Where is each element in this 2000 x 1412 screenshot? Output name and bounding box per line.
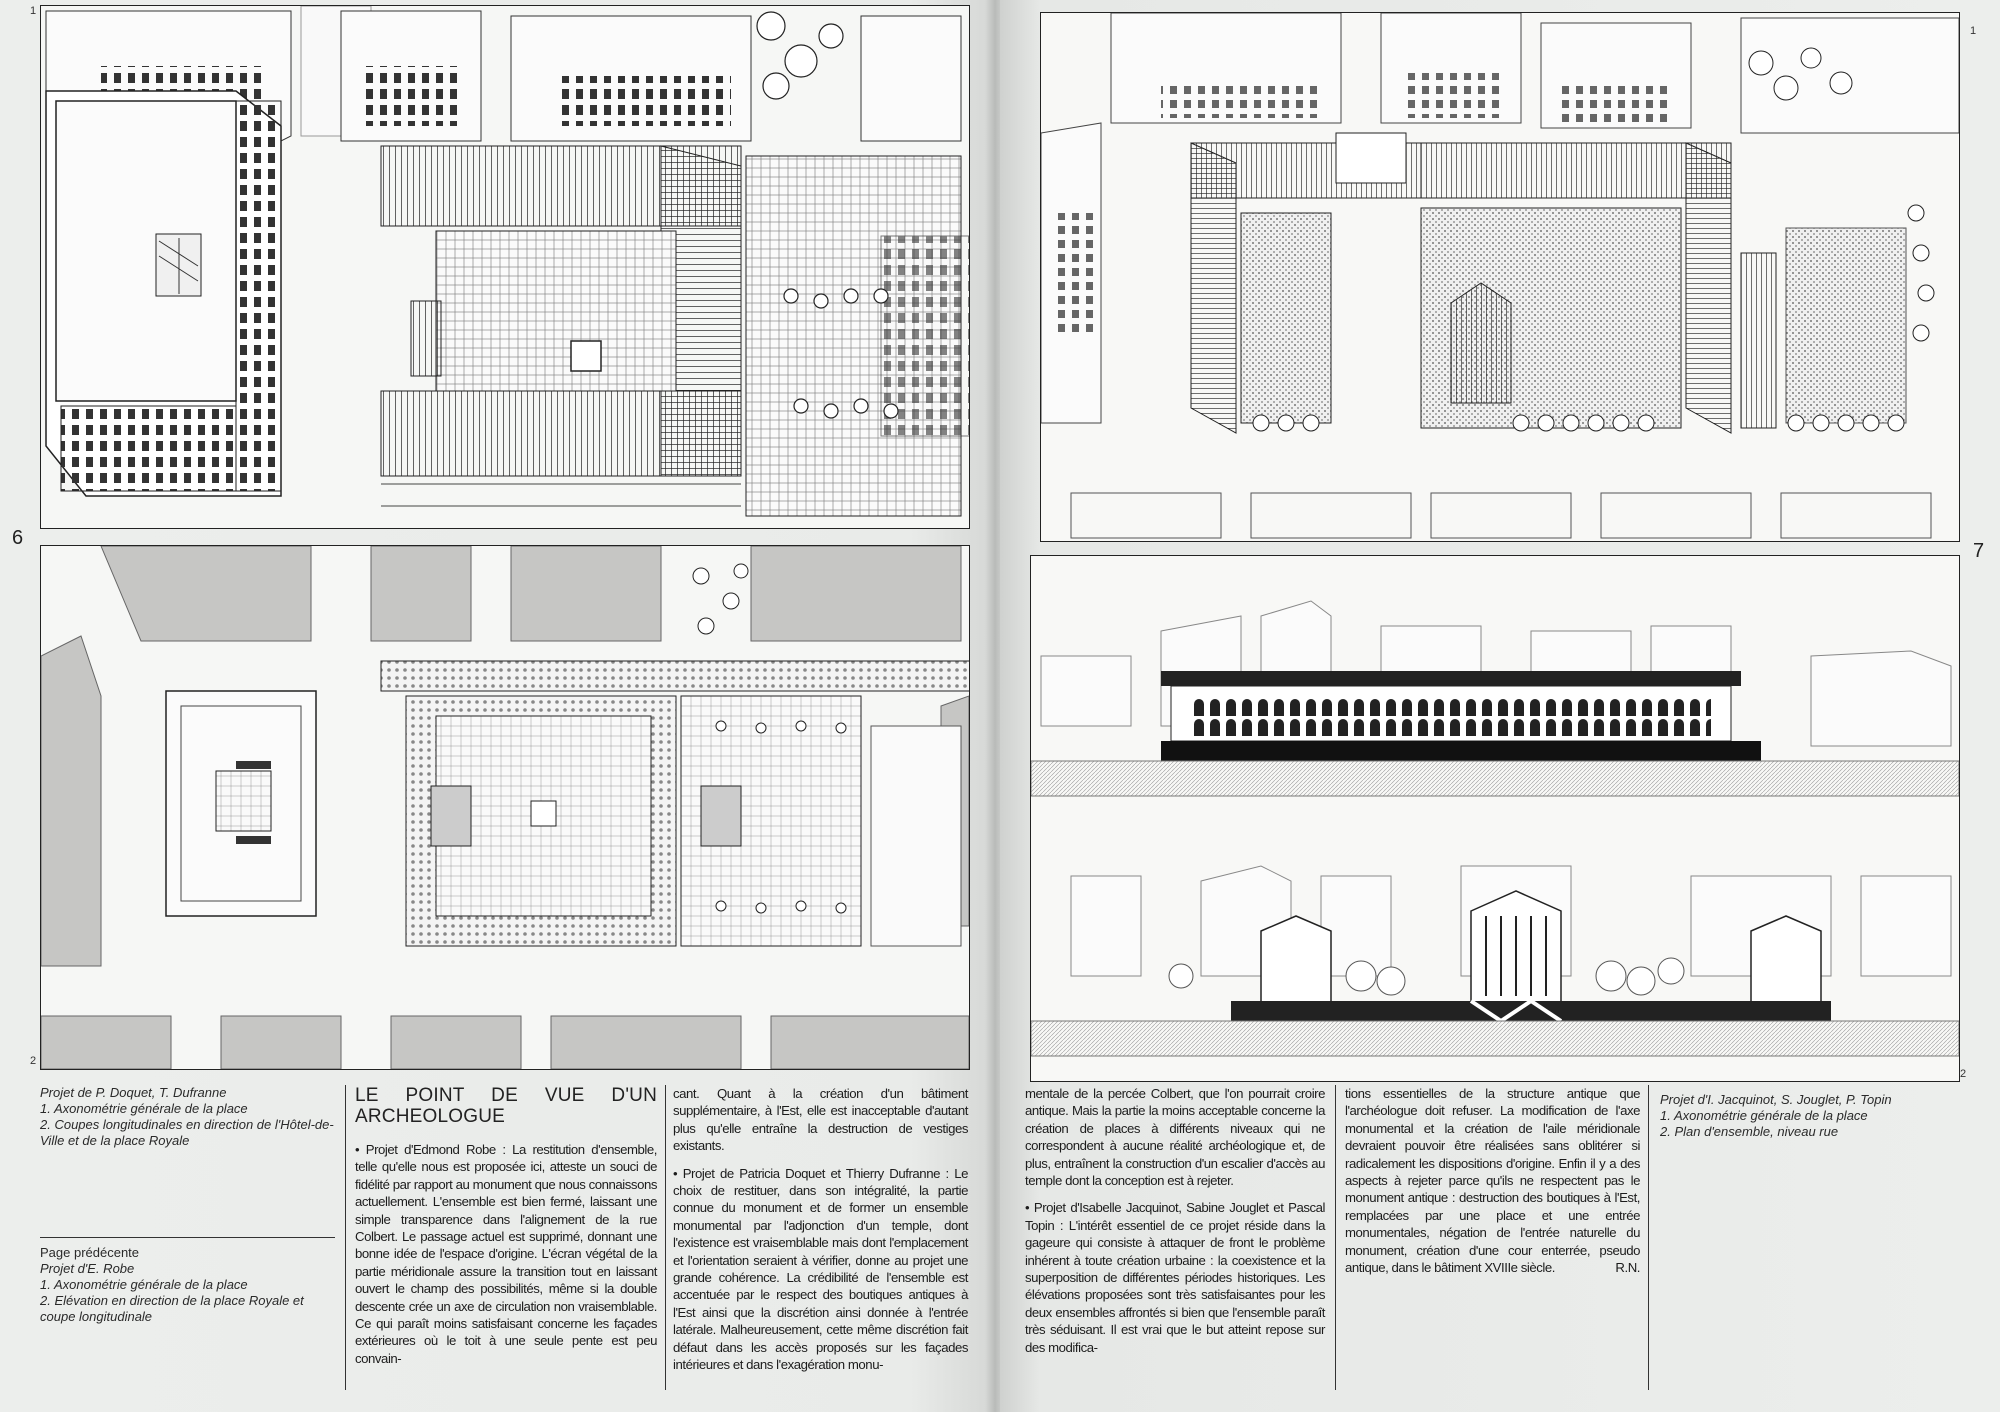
article-column-2 bbox=[673, 1085, 968, 1384]
page-number-left: 6 bbox=[12, 527, 24, 549]
axonometric-drawing-doquet bbox=[40, 5, 970, 529]
caption-previous-title: Projet d'E. Robe bbox=[40, 1261, 135, 1276]
column-rule-1 bbox=[345, 1085, 346, 1390]
caption-jacquinot-item-2: 2. Plan d'ensemble, niveau rue bbox=[1660, 1124, 1839, 1139]
article-column-3 bbox=[1025, 1085, 1325, 1366]
caption-doquet-item-1: 1. Axonométrie générale de la place bbox=[40, 1101, 248, 1116]
column-rule-2 bbox=[665, 1085, 666, 1390]
article-col4-text: tions essentielles de la structure antique que l'archéologue doit refuser. La modification de l'axe monumental et la création de l'aile méridionale devraient pouvoir être réalisées sans oblitérer si radicalement les dispositions d'origine. Enfin il y a des aspects à rejeter parce qu'ils ne respectent pas le monument antique : destruction des boutiques à l'Est, remplacées par une place et une entrée monumentales, négation de l'entrée naturelle du monument, création d'une cour enterrée, pseudo antique, dans le bâtiment XVIIIe siècle. bbox=[1345, 1086, 1640, 1276]
article-jacquinot-continuation bbox=[1345, 1085, 1640, 1276]
caption-previous-page bbox=[40, 1245, 340, 1325]
caption-jacquinot-item-1: 1. Axonométrie générale de la place bbox=[1660, 1108, 1868, 1123]
caption-doquet bbox=[40, 1085, 340, 1149]
figure-number-2-right: 2 bbox=[1960, 1068, 1967, 1080]
article-doquet-continuation: mentale de la percée Colbert, que l'on pourrait croire antique. Mais la partie la moins acceptable concerne la création de places à différents niveaux qui ne correspondent à aucune réalité archéologique et, de plus, entraînent la construction d'un escalier d'accès au temple dont la conception est à rejeter. bbox=[1025, 1086, 1325, 1189]
page-number-right: 7 bbox=[1973, 540, 1985, 562]
site-plan-doquet bbox=[40, 545, 970, 1070]
caption-previous-item-2: 2. Elévation en direction de la place Royale et coupe longitudinale bbox=[40, 1293, 304, 1324]
figure-number-2-left: 2 bbox=[30, 1055, 37, 1067]
article-robe-paragraph: • Projet d'Edmond Robe : La restitution d'ensemble, telle qu'elle nous est proposée ici, atteste un souci de fidélité par rapport au monument que nous connaissons actuellement. L'ensemble est bien fermé, laissant une simple transparence dans l'alignement de la rue Colbert. Le passage actuel est supprimé, donnant une bonne idée de l'espace d'origine. L'écran végétal de la partie méridionale assure la transition tout en laissant ouvert le champ des possibilités, même si la double descente crée un axe de circulation non vraisemblable. Ce qui paraît moins satisfaisant concerne les façades extérieures où le toit à une seule pente est peu convain- bbox=[355, 1142, 657, 1366]
caption-doquet-item-2: 2. Coupes longitudinales en direction de l'Hôtel-de-Ville et de la place Royale bbox=[40, 1117, 334, 1148]
article-jacquinot-paragraph: • Projet d'Isabelle Jacquinot, Sabine Jouglet et Pascal Topin : L'intérêt essentiel de ce projet réside dans la gageure qui consiste à attaquer de front le problème inhérent à toute création urbaine : la coexistence et la superposition de différentes périodes historiques. Les élévations proposées sont très satisfaisantes pour les deux ensembles affrontés si bien que l'ensemble paraît très séduisant. Il est vrai que le but atteint repose sur des modifica- bbox=[1025, 1200, 1325, 1355]
article-robe-continuation: cant. Quant à la création d'un bâtiment supplémentaire, à l'Est, elle est inacceptable d'autant plus qu'elle entraîne la destruction de vestiges existants. bbox=[673, 1086, 968, 1154]
article-heading: LE POINT DE VUE D'UN ARCHEOLOGUE bbox=[355, 1085, 657, 1127]
column-rule-4 bbox=[1648, 1085, 1649, 1390]
figure-number-1-left: 1 bbox=[30, 5, 37, 17]
caption-jacquinot bbox=[1660, 1092, 1960, 1140]
caption-divider bbox=[40, 1237, 335, 1238]
article-column-4 bbox=[1345, 1085, 1640, 1286]
column-rule-3 bbox=[1335, 1085, 1336, 1390]
figure-number-1-right: 1 bbox=[1970, 25, 1977, 37]
caption-previous-item-1: 1. Axonométrie générale de la place bbox=[40, 1277, 248, 1292]
elevation-sections-jacquinot bbox=[1030, 555, 1960, 1082]
article-column-1 bbox=[355, 1085, 657, 1377]
caption-previous-label: Page prédécente bbox=[40, 1245, 140, 1260]
axonometric-drawing-jacquinot bbox=[1040, 12, 1960, 542]
caption-jacquinot-title: Projet d'I. Jacquinot, S. Jouglet, P. Topin bbox=[1660, 1092, 1892, 1107]
caption-doquet-title: Projet de P. Doquet, T. Dufranne bbox=[40, 1085, 227, 1100]
article-signature: R.N. bbox=[1615, 1260, 1640, 1276]
article-doquet-paragraph: • Projet de Patricia Doquet et Thierry Dufranne : Le choix de restituer, dans son intégralité, la partie connue du monument et de former un ensemble monumental par l'adjonction d'un temple, dont l'existence est vraisemblable mais dont l'emplacement et l'orientation seraient à vérifier, donne au projet une grande cohérence. La crédibilité de l'ensemble est accentuée par le respect des boutiques antiques à l'Est ainsi que la discrétion ainsi donnée à l'entrée latérale. Malheureusement, cette même discrétion fait défaut dans les accès proposés sur les façades intérieures et dans l'exagération monu- bbox=[673, 1165, 968, 1373]
